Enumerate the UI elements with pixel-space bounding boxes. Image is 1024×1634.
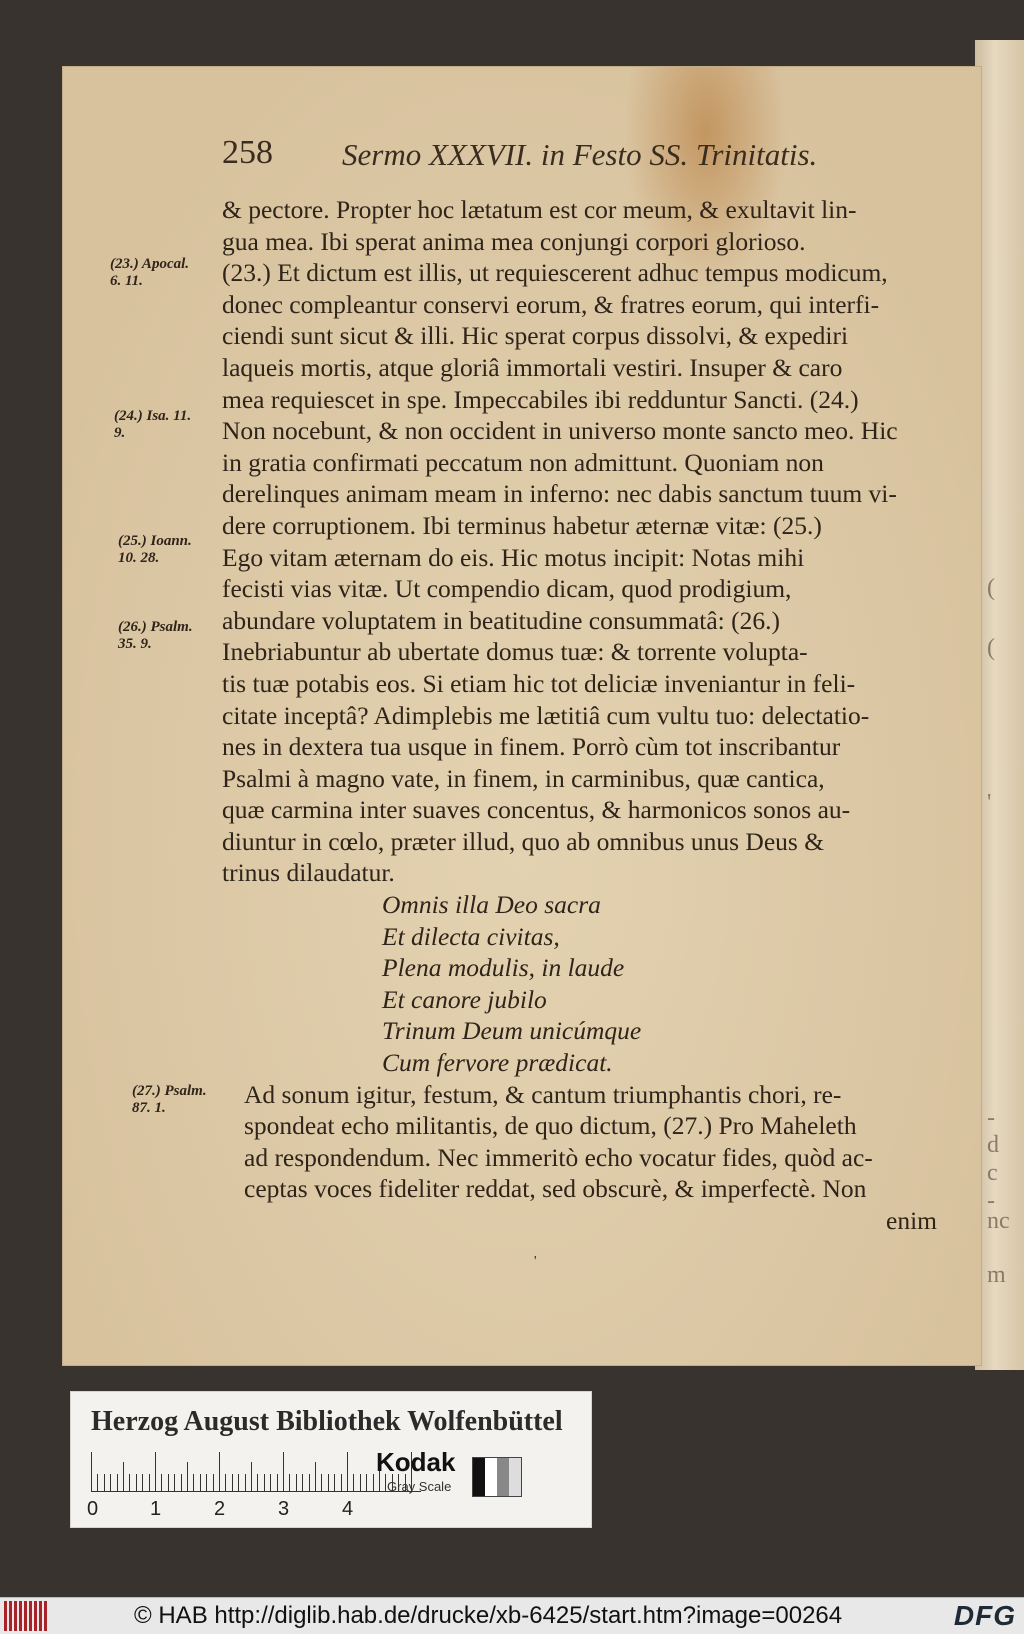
text-line: laqueis mortis, atque gloriâ immortali vestiri. Insuper & caro [222, 352, 843, 382]
ruler-tick [187, 1462, 188, 1492]
ruler-baseline [91, 1491, 421, 1492]
catchword: enim [886, 1206, 937, 1235]
ruler-tick [245, 1474, 246, 1492]
ruler-tick [341, 1474, 342, 1492]
ruler-tick [251, 1462, 252, 1492]
text-line: spondeat echo militantis, de quo dictum, (27.) Pro Mahelеth [244, 1111, 857, 1141]
ruler-tick [213, 1474, 214, 1492]
marginal-note-ref: (24.) Isa. 11. [114, 408, 192, 424]
text-line: Psalmi à magno vate, in finem, in carminibus, quæ cantica, [222, 763, 825, 793]
next-page-fragment: - [987, 1105, 995, 1131]
verse-line: Cum fervore prædicat. [382, 1048, 613, 1078]
marginal-note-loc: 10. 28. [118, 550, 160, 566]
text-line: (23.) Et dictum est illis, ut requiescerent adhuc tempus modicum, [222, 258, 888, 288]
swatch-white [485, 1458, 497, 1496]
verse-line: Omnis illa Deo sacra [382, 890, 601, 920]
text-line: ad respondendum. Nec immeritò echo vocatur fides, quòd ac- [244, 1142, 873, 1172]
marginal-note [118, 619, 228, 653]
ruler-tick [104, 1474, 105, 1492]
text-line: quæ carmina inter suaves concentus, & harmonicos sonos au- [222, 795, 851, 825]
text-line: fecisti vias vitæ. Ut compendio dicam, quod prodigium, [222, 574, 792, 604]
ruler-tick [283, 1452, 284, 1492]
ruler-tick [373, 1474, 374, 1492]
library-name: Herzog August Bibliothek Wolfenbüttel [91, 1406, 563, 1437]
ruler-tick [309, 1474, 310, 1492]
marginal-note-loc: 35. 9. [118, 636, 152, 652]
text-line: in gratia confirmati peccatum non admittunt. Quoniam non [222, 447, 824, 477]
text-line: donec compleantur conservi eorum, & fratres eorum, qui interfi- [222, 289, 880, 319]
ruler-tick [334, 1474, 335, 1492]
ruler-tick [97, 1474, 98, 1492]
ruler-number: 1 [150, 1498, 162, 1520]
ruler-tick [149, 1474, 150, 1492]
color-scale-card [70, 1391, 592, 1528]
swatch-black [473, 1458, 485, 1496]
ruler-tick [206, 1474, 207, 1492]
page-header [222, 134, 1024, 174]
ruler-tick [219, 1452, 220, 1492]
ruler-tick [110, 1474, 111, 1492]
ruler-number: 2 [214, 1498, 226, 1520]
verse-line: Et dilecta civitas, [382, 921, 560, 951]
marginal-note [118, 533, 228, 567]
ruler-tick [321, 1474, 322, 1492]
text-line: Non nocebunt, & non occident in universo monte sancto meo. Hic [222, 416, 898, 446]
swatch-gray [497, 1458, 509, 1496]
next-page-fragment: d [987, 1132, 999, 1158]
running-title: Sermo XXXVII. in Festo SS. Trinitatis. [342, 137, 818, 172]
text-line: citate inceptâ? Adimplebis me lætitiâ cum vultu tuo: delectatio- [222, 700, 870, 730]
text-line: nes in dextera tua usque in finem. Porrò cùm tot inscribantur [222, 732, 841, 762]
text-line: abundare voluptatem in beatitudine consummatâ: (26.) [222, 605, 780, 635]
next-page-fragment: ' [987, 790, 992, 816]
ruler-tick [296, 1474, 297, 1492]
ruler-tick [181, 1474, 182, 1492]
marginal-note-ref: (23.) Apocal. [110, 256, 190, 272]
ruler-tick [277, 1474, 278, 1492]
marginal-note-ref: (26.) Psalm. [118, 619, 193, 635]
ruler-tick [238, 1474, 239, 1492]
ruler-tick [302, 1474, 303, 1492]
next-page-fragment: ( [987, 575, 995, 601]
verse-line: Trinum Deum unicúmque [382, 1016, 642, 1046]
next-page-fragment: - [987, 1188, 995, 1214]
ruler-scale [91, 1448, 421, 1492]
ruler-tick [289, 1474, 290, 1492]
ruler-tick [257, 1474, 258, 1492]
ruler-tick [200, 1474, 201, 1492]
text-line: ciendi sunt sicut & illi. Hic sperat corpus dissolvi, & expediri [222, 321, 849, 351]
text-line: Inebriabuntur ab ubertate domus tuæ: & torrente volupta- [222, 637, 808, 667]
ruler-tick [174, 1474, 175, 1492]
next-page-edge [975, 40, 1024, 1370]
footer-url[interactable]: © HAB http://diglib.hab.de/drucke/xb-6425/start.htm?image=00264 [134, 1602, 843, 1629]
ruler-tick [353, 1474, 354, 1492]
ruler-tick [225, 1474, 226, 1492]
next-page-fragment: m [987, 1262, 1006, 1288]
ruler-number: 0 [87, 1498, 99, 1520]
ruler-number: 4 [342, 1498, 354, 1520]
ruler-tick [264, 1474, 265, 1492]
marginal-note [114, 408, 224, 442]
barcode-icon [4, 1601, 47, 1631]
next-page-fragment: nc [987, 1208, 1010, 1234]
body-text [222, 194, 937, 1237]
ruler-tick [232, 1474, 233, 1492]
ruler-tick [347, 1452, 348, 1492]
marginal-note-loc: 87. 1. [132, 1100, 166, 1116]
gray-swatch [472, 1457, 522, 1497]
text-line: Ego vitam æternam do eis. Hic motus incipit: Notas mihi [222, 542, 805, 572]
ruler-tick [366, 1474, 367, 1492]
ruler-tick [123, 1462, 124, 1492]
ruler-tick [142, 1474, 143, 1492]
ruler-tick [129, 1474, 130, 1492]
text-line: tis tuæ potabis eos. Si etiam hic tot deliciæ inveniantur in feli- [222, 668, 856, 698]
text-line: Ad sonum igitur, festum, & cantum triumphantis chori, re- [244, 1079, 842, 1109]
ruler-tick [360, 1474, 361, 1492]
ruler-tick [315, 1462, 316, 1492]
page-number: 258 [222, 134, 273, 171]
marginal-note-loc: 9. [114, 425, 126, 441]
verse-line: Et canore jubilo [382, 984, 547, 1014]
text-line: diuntur in cœlo, præter illud, quo ab omnibus unus Deus & [222, 826, 825, 856]
marginal-note-ref: (27.) Psalm. [132, 1083, 207, 1099]
ruler-tick [136, 1474, 137, 1492]
kodak-logo: Kodak [376, 1447, 456, 1477]
text-line: & pectore. Propter hoc lætatum est cor meum, & exultavit lin- [222, 195, 857, 224]
ruler-tick [328, 1474, 329, 1492]
next-page-fragment: ( [987, 635, 995, 661]
swatch-light [509, 1458, 521, 1496]
ruler-tick [117, 1474, 118, 1492]
ruler-tick [270, 1474, 271, 1492]
text-line: derelinques animam meam in inferno: nec dabis sanctum tuum vi- [222, 479, 897, 509]
ruler-tick [193, 1474, 194, 1492]
ruler-tick [155, 1452, 156, 1492]
dfg-logo: DFG [953, 1600, 1016, 1631]
text-line: gua mea. Ibi sperat anima mea conjungi corpori glorioso. [222, 226, 806, 256]
text-line: mea requiescet in spe. Impeccabiles ibi redduntur Sancti. (24.) [222, 384, 859, 414]
text-line: ceptas voces fideliter reddat, sed obscurè, & imperfectè. Non [244, 1174, 867, 1204]
marginal-note-loc: 6. 11. [110, 273, 143, 289]
footer-bar [0, 1597, 1024, 1634]
ruler-tick [91, 1452, 92, 1492]
gray-scale-label: Gray Scale [387, 1479, 452, 1494]
marginal-note [110, 256, 220, 290]
ruler-tick [168, 1474, 169, 1492]
verse-line: Plena modulis, in laude [382, 953, 625, 983]
ruler-tick [161, 1474, 162, 1492]
marginal-note-ref: (25.) Ioann. [118, 533, 192, 549]
text-line: dere corruptionem. Ibi terminus habetur æternæ vitæ: (25.) [222, 510, 822, 540]
text-line: trinus dilaudatur. [222, 858, 395, 888]
signature-mark: ' [534, 1254, 537, 1269]
ruler-number: 3 [278, 1498, 290, 1520]
next-page-fragment: c [987, 1160, 998, 1186]
